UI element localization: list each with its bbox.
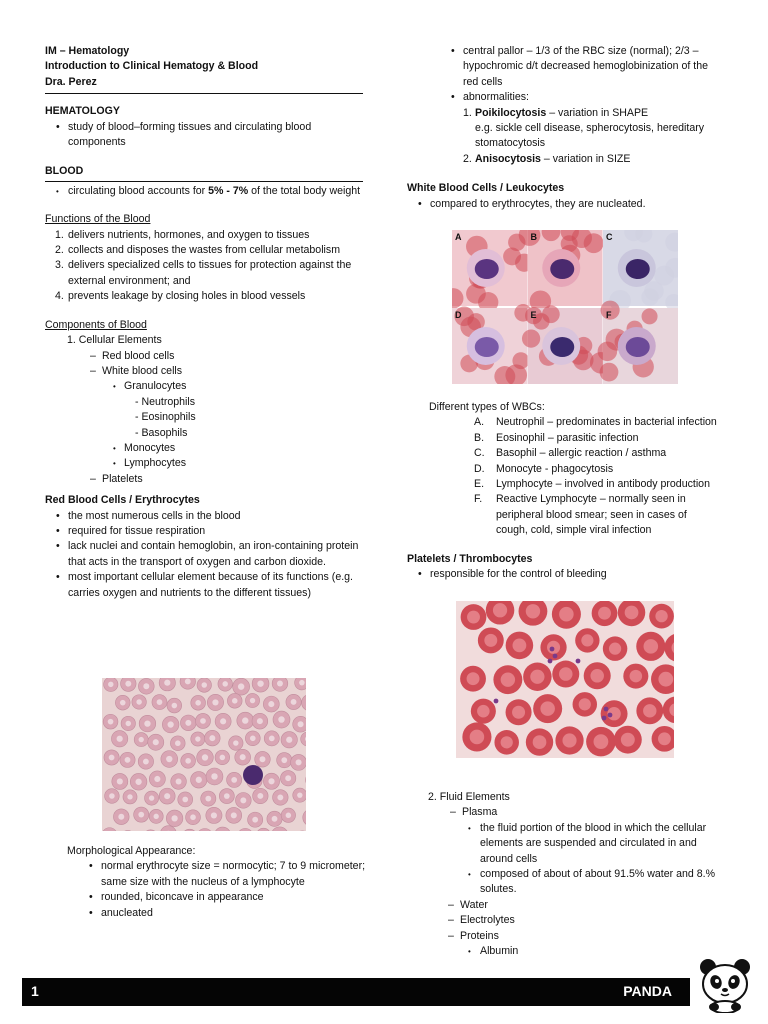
wbc-nucleus [475, 259, 499, 279]
rbc-pallor [224, 793, 230, 799]
rbc-pallor [185, 758, 191, 764]
rbc-pallor [205, 796, 211, 802]
rbc-pallor [260, 756, 266, 762]
fluid-water: – Water [448, 898, 728, 913]
wbc-panel [603, 230, 678, 312]
fluid-heading: 2. Fluid Elements [428, 791, 510, 803]
background-rbc [654, 266, 674, 286]
rbc-pallor [562, 733, 576, 747]
abnormality-1: 1. Poikilocytosis – variation in SHAPE e.g. sickle cell disease, spherocytosis, hereditary stomatocytosis [407, 106, 725, 152]
function-item: 1. delivers nutrients, hormones, and oxygen to tissues [55, 228, 310, 241]
abnormality-1-example: e.g. sickle cell disease, spherocytosis, hereditary stomatocytosis [475, 122, 705, 150]
rbc-pallor [277, 794, 283, 800]
wbc-type-item: C. Basophil – allergic reaction / asthma [474, 447, 667, 460]
panda-icon [696, 955, 754, 1013]
rbc-pallor [157, 699, 163, 705]
rbc-pallor [154, 814, 159, 819]
rbc-pallor [625, 606, 639, 620]
blood-heading: BLOOD [45, 164, 363, 181]
rbc-pallor [512, 706, 525, 719]
wbc-panel [522, 305, 612, 384]
rbc-pallor [238, 683, 244, 689]
rbc-pallor [297, 792, 302, 797]
hematology-bullet: • study of blood–forming tissues and circulating blood components [45, 120, 363, 151]
component-rbc: – Red blood cells [90, 349, 363, 364]
rbc-pallor [298, 721, 304, 727]
rbc-heading: Red Blood Cells / Erythrocytes [45, 494, 200, 507]
fluid-block [428, 790, 728, 959]
abnormalities-bullet: • abnormalities: [407, 90, 725, 105]
course-title: IM – Hematology [45, 45, 130, 57]
platelet [604, 707, 609, 712]
rbc-pallor [559, 667, 573, 681]
wbc-bullet: • compared to erythrocytes, they are nucleated. [407, 197, 725, 212]
rbc-cell [197, 828, 213, 831]
wbc-panel-label: D [455, 310, 462, 320]
platelets-group [45, 472, 363, 487]
hematology-heading: HEMATOLOGY [45, 105, 120, 118]
rbc-pallor [153, 739, 159, 745]
rbc-pallor [231, 777, 237, 783]
rbc-cell [238, 828, 254, 831]
rbc-pallor [252, 817, 258, 823]
function-item: 2. collects and disposes the wastes from cellular metabolism [55, 244, 341, 257]
component-platelets: – Platelets [90, 472, 363, 487]
rbc-pallor [630, 670, 643, 683]
function-item: 4. prevents leakage by closing holes in blood vessels [55, 290, 306, 303]
rbc-pallor [166, 756, 172, 762]
platelet [576, 659, 581, 664]
rbc-pallor [149, 795, 154, 800]
morphology-bullet: • normal erythrocyte size = normocytic; 7 to 9 micrometer; same size with the nucleus of a lymphocyte [67, 859, 367, 890]
morphology-bullet: • rounded, biconcave in appearance [67, 890, 367, 905]
rbc-pallor [540, 701, 555, 716]
rbc-pallor [609, 643, 621, 655]
platelet-block [407, 552, 725, 583]
platelet [553, 654, 558, 659]
platelet-smear-image [456, 601, 674, 758]
rbc-pallor [296, 759, 302, 765]
rbc-smear-graphic [102, 678, 306, 831]
rbc-cell [303, 809, 306, 826]
rbc-pallor [655, 610, 667, 622]
rbc-pallor [594, 734, 609, 749]
morphology-heading: Morphological Appearance: [67, 845, 196, 857]
rbc-pallor [268, 701, 274, 707]
platelet [494, 699, 499, 704]
rbc-pallor [277, 681, 283, 687]
rbc-cell [102, 828, 117, 831]
rbc-pallor [231, 812, 237, 818]
wbc-panel-label: B [530, 232, 537, 242]
rbc-pallor [250, 735, 256, 741]
rbc-pallor [164, 680, 170, 686]
component-lymphocytes: • Lymphocytes [102, 456, 363, 471]
component-monocytes: • Monocytes [102, 441, 363, 456]
fluid-proteins: – Proteins [448, 929, 728, 944]
rbc-cell [143, 830, 158, 831]
wbc-type-item: B. Eosinophil – parasitic infection [474, 431, 639, 444]
rbc-pallor [168, 721, 174, 727]
rbc-pallor [590, 669, 604, 683]
fluid-plasma: – Plasma [450, 805, 728, 820]
rbc-pallor [139, 737, 144, 742]
background-rbc [642, 308, 658, 324]
wbc-panel [452, 304, 532, 384]
rbc-pallor [643, 704, 656, 717]
rbc-group [45, 349, 363, 380]
rbc-pallor [120, 700, 126, 706]
rbc-pallor [621, 733, 635, 747]
rbc-pallor [135, 779, 141, 785]
rbc-pallor [272, 816, 278, 822]
rbc-pallor [278, 716, 284, 722]
rbc-pallor [268, 778, 274, 784]
background-rbc [584, 233, 604, 253]
rbc-pallor [195, 736, 200, 741]
rbc-pallor [182, 797, 188, 803]
wbc-panel-label: C [606, 232, 613, 242]
rbc-pallor [559, 607, 574, 622]
wbc-types-heading: Different types of WBCs: [429, 401, 545, 413]
rbc-pallor [190, 814, 196, 820]
rbc-pallor [484, 634, 497, 647]
component-wbc: – White blood cells [90, 364, 363, 379]
blood-bullet: • circulating blood accounts for 5% - 7% of the total body weight [45, 184, 363, 199]
rbc-pallor [136, 699, 141, 704]
wbc-heading: White Blood Cells / Leukocytes [407, 182, 565, 195]
platelet [548, 659, 553, 664]
plasma-bullet: • the fluid portion of the blood in which the cellular elements are suspended and circulated in and around cells [428, 821, 728, 867]
wbc-panel [452, 230, 533, 312]
components-heading: Components of Blood [45, 318, 147, 331]
wbc-panel [519, 230, 604, 312]
rbc-pallor [530, 670, 544, 684]
wbc-nucleus [626, 259, 650, 279]
platelet-bullet: • responsible for the control of bleeding [407, 567, 725, 582]
rbc-pallor [240, 797, 246, 803]
wbc-panel-graphic [452, 230, 678, 384]
rbc-bullet: • the most numerous cells in the blood [45, 509, 363, 524]
rbc-pallor [196, 777, 202, 783]
wbc-type-item: E. Lymphocyte – involved in antibody production [474, 478, 710, 491]
left-column [45, 44, 363, 601]
component-eosinophils: - Eosinophils [135, 411, 196, 424]
rbc-pallor [164, 793, 170, 799]
rbc-pallor [172, 703, 178, 709]
rbc-pallor [212, 699, 218, 705]
rbc-pallor [470, 730, 485, 745]
rbc-pallor [117, 778, 123, 784]
rbc-cell [271, 827, 288, 831]
rbc-pallor [209, 735, 215, 741]
rbc-cell [256, 828, 270, 831]
rbc-pallor [220, 718, 226, 724]
rbc-pallor [211, 773, 217, 779]
rbc-pallor [269, 736, 275, 742]
wbc-nucleus [626, 337, 650, 357]
wbc-type-item: F. Reactive Lymphocyte – normally seen in peripheral blood smear; seen in cases of cough, cold, simple viral infection [474, 493, 687, 537]
rbc-pallor [125, 681, 131, 687]
rbc-pallor [233, 740, 238, 745]
rbc-pallor [286, 813, 291, 818]
wbc-type-item: A. Neutrophil – predominates in bacterial infection [474, 416, 717, 429]
rbc-pallor [493, 603, 507, 617]
rbc-pallor [126, 721, 131, 726]
rbc-pallor [222, 681, 228, 687]
rbc-pallor [109, 755, 115, 761]
function-item: 3. delivers specialized cells to tissues for protection against the external environment; and [55, 259, 352, 287]
background-rbc [503, 247, 521, 265]
rbc-bullet: • most important cellular element because of its functions (e.g. carries oxygen and nutrients to the different tissues) [45, 570, 363, 601]
rbc-pallor [185, 679, 191, 685]
lecture-title: Introduction to Clinical Hematogy & Blood [45, 60, 259, 73]
plasma-bullet: • composed of about of about 91.5% water and 8.% solutes. [428, 867, 728, 898]
rbc-pallor [257, 793, 263, 799]
component-basophils: - Basophils [135, 426, 188, 439]
rbc-pallor [175, 740, 181, 746]
background-rbc [598, 342, 618, 362]
wbc-type-item: D. Monocyte - phagocytosis [474, 462, 614, 475]
rbc-pallor [202, 682, 208, 688]
page-number: 1 [31, 983, 39, 999]
rbc-cell [302, 694, 306, 711]
right-column [407, 44, 725, 212]
rbc-pallor [118, 814, 124, 820]
fluid-electrolytes: – Electrolytes [448, 913, 728, 928]
rbc-pallor [220, 755, 226, 761]
rbc-pallor [533, 735, 547, 749]
rbc-pallor [117, 736, 123, 742]
rbc-pallor [658, 672, 673, 687]
platelet [602, 716, 607, 721]
rbc-pallor [202, 754, 208, 760]
rbc-pallor [143, 759, 149, 765]
wbc-panel-label: F [606, 310, 612, 320]
background-rbc [466, 284, 486, 304]
wbc-panel [598, 301, 678, 384]
page-footer [22, 978, 690, 1006]
rbc-pallor [232, 698, 238, 704]
rbc-pallor [200, 718, 206, 724]
wbc-panel-label: A [455, 232, 462, 242]
rbc-pallor [154, 776, 160, 782]
rbc-pallor [579, 698, 591, 710]
wbc-panel-label: E [530, 310, 537, 320]
rbc-pallor [581, 634, 593, 646]
rbc-pallor [501, 672, 515, 686]
rbc-pallor [125, 757, 131, 763]
lecturer-name: Dra. Perez [45, 75, 97, 88]
wbc-types-block [429, 400, 729, 539]
wbc-nucleus [550, 259, 574, 279]
background-rbc [600, 363, 619, 382]
rbc-bullet: • required for tissue respiration [45, 524, 363, 539]
rbc-pallor [108, 719, 114, 725]
pallor-bullet: • central pallor – 1/3 of the RBC size (normal); 2/3 – hypochromic d/t decreased hemoglobinization of the red cells [407, 44, 725, 90]
lymphocyte-cell [243, 765, 263, 785]
rbc-pallor [176, 779, 182, 785]
rbc-pallor [257, 680, 263, 686]
rbc-pallor [143, 683, 149, 689]
platelet [550, 647, 555, 652]
footer-brand: PANDA [623, 983, 672, 999]
rbc-pallor [108, 682, 113, 687]
cellular-elements: 1. Cellular Elements [67, 334, 162, 347]
functions-heading: Functions of the Blood [45, 213, 151, 226]
rbc-cell [182, 829, 197, 831]
rbc-pallor [109, 793, 115, 799]
background-rbc [641, 288, 658, 305]
background-rbc [522, 329, 540, 347]
platelet [608, 713, 613, 718]
rbc-bullet: • lack nuclei and contain hemoglobin, an iron-containing protein that acts in the transport of oxygen and carbon dioxide. [45, 539, 363, 570]
rbc-pallor [467, 611, 480, 624]
wbc-subgroup [45, 379, 363, 471]
rbc-pallor [513, 639, 527, 653]
rbc-pallor [285, 775, 291, 781]
rbc-cell [214, 827, 230, 831]
protein-albumin: • Albumin [428, 944, 728, 959]
rbc-pallor [195, 700, 201, 706]
wbc-nucleus [475, 337, 499, 357]
header-divider [45, 93, 363, 94]
rbc-pallor [299, 680, 305, 686]
morphology-block [67, 844, 367, 921]
morphology-bullet: • anucleated [67, 906, 367, 921]
rbc-pallor [138, 812, 144, 818]
abnormality-2: 2. Anisocytosis – variation in SIZE [463, 152, 631, 165]
rbc-pallor [281, 757, 287, 763]
rbc-pallor [658, 732, 671, 745]
rbc-pallor [257, 718, 263, 724]
rbc-pallor [644, 639, 659, 654]
rbc-smear-image [102, 678, 306, 831]
component-neutrophils: - Neutrophils [135, 395, 196, 408]
rbc-pallor [171, 815, 177, 821]
rbc-pallor [211, 812, 217, 818]
rbc-pallor [185, 720, 191, 726]
platelet-heading: Platelets / Thrombocytes [407, 553, 533, 565]
rbc-pallor [291, 699, 297, 705]
wbc-panel-grid [452, 230, 678, 384]
rbc-pallor [144, 720, 150, 726]
rbc-pallor [127, 794, 132, 799]
rbc-pallor [598, 607, 611, 620]
rbc-pallor [242, 717, 248, 723]
rbc-pallor [526, 604, 540, 618]
rbc-pallor [286, 737, 292, 743]
rbc-pallor [467, 672, 480, 685]
rbc-pallor [501, 736, 513, 748]
wbc-nucleus [550, 337, 574, 357]
rbc-pallor [240, 754, 246, 760]
platelet-smear-graphic [456, 601, 674, 758]
component-granulocytes: • Granulocytes [102, 379, 363, 394]
rbc-pallor [250, 698, 255, 703]
rbc-pallor [477, 705, 490, 718]
background-rbc [512, 352, 529, 369]
